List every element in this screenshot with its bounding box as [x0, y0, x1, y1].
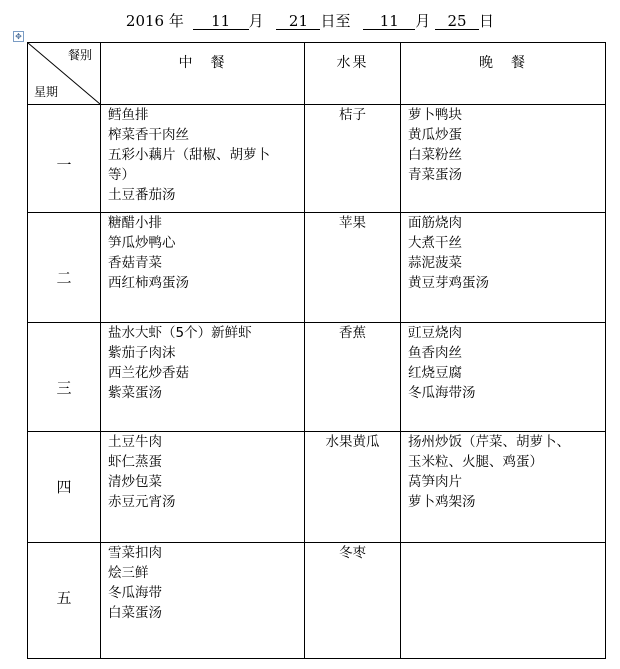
fruit-cell: [305, 105, 401, 213]
table-row: [28, 213, 606, 323]
fruit-name: 水果黄瓜: [325, 434, 380, 450]
lunch-dish: 西红柿鸡蛋汤: [108, 275, 189, 291]
end-month: 11: [363, 13, 415, 30]
dinner-dish: 红烧豆腐: [408, 365, 462, 381]
to-text: 日至: [320, 12, 351, 30]
lunch-dish: 糖醋小排: [108, 215, 162, 231]
dinner-cell: [401, 323, 606, 432]
menu-title: [0, 10, 620, 31]
dinner-dish: 萝卜鸡架汤: [408, 494, 476, 510]
dinner-cell: [401, 432, 606, 543]
dinner-header: 晚 餐: [479, 55, 527, 71]
weekday-label: 四: [56, 478, 72, 496]
lunch-dish: 鳕鱼排: [108, 107, 149, 123]
lunch-dish: 赤豆元宵汤: [108, 494, 176, 510]
dinner-dish: 莴笋肉片: [408, 474, 462, 490]
dinner-dish: 大煮干丝: [408, 235, 462, 251]
weekday-cell: [28, 543, 101, 659]
weekday-label: 五: [56, 589, 72, 607]
table-row: [28, 105, 606, 213]
table-row: [28, 323, 606, 432]
lunch-dish: 白菜蛋汤: [108, 605, 162, 621]
fruit-cell: [305, 543, 401, 659]
dinner-dish: 白菜粉丝: [408, 147, 462, 163]
fruit-cell: [305, 213, 401, 323]
corner-header: [28, 43, 101, 105]
weekday-label: 三: [56, 379, 72, 397]
fruit-cell: [305, 432, 401, 543]
lunch-cell: [101, 432, 305, 543]
lunch-header: 中 餐: [178, 55, 227, 71]
weekly-menu-table: [27, 42, 606, 659]
lunch-dish: 紫茄子肉沫: [108, 345, 176, 361]
lunch-dish: 烩三鲜: [108, 565, 149, 581]
lunch-dish: 土豆牛肉: [108, 434, 162, 450]
lunch-dish: 紫菜蛋汤: [108, 385, 162, 401]
lunch-cell: [101, 323, 305, 432]
lunch-dish: 香菇青菜: [108, 255, 162, 271]
lunch-dish: 榨菜香干肉丝: [108, 127, 189, 143]
lunch-cell: [101, 105, 305, 213]
lunch-dish: 雪菜扣肉: [108, 545, 162, 561]
fruit-name: 香蕉: [339, 325, 366, 341]
lunch-dish: 西兰花炒香菇: [108, 365, 189, 381]
month-char-2: 月: [415, 12, 431, 30]
table-row: [28, 432, 606, 543]
table-row: [28, 543, 606, 659]
dinner-cell: [401, 543, 606, 659]
end-day: 25: [435, 13, 479, 30]
dinner-dish: 蒜泥菠菜: [408, 255, 462, 271]
header-row: [28, 43, 606, 105]
fruit-name: 苹果: [339, 215, 366, 231]
dinner-dish: 豇豆烧肉: [408, 325, 462, 341]
fruit-name: 冬枣: [339, 545, 366, 561]
month-char-1: 月: [248, 12, 264, 30]
dinner-cell: [401, 105, 606, 213]
lunch-dish: 土豆番茄汤: [108, 187, 176, 203]
weekday-cell: [28, 213, 101, 323]
weekday-label: 一: [56, 156, 72, 174]
lunch-dish: 清炒包菜: [108, 474, 162, 490]
fruit-header: 水果: [336, 55, 369, 71]
dinner-dish: 面筋烧肉: [408, 215, 462, 231]
lunch-dish: 盐水大虾（5个）新鲜虾: [108, 325, 252, 341]
fruit-header-cell: [305, 43, 401, 105]
dinner-dish: 冬瓜海带汤: [408, 385, 476, 401]
dinner-dish: 黄豆芽鸡蛋汤: [408, 275, 489, 291]
dinner-dish: 鱼香肉丝: [408, 345, 462, 361]
dinner-dish: 玉米粒、火腿、鸡蛋）: [408, 454, 543, 470]
table-move-handle-icon[interactable]: ✥: [13, 31, 24, 42]
lunch-dish: 五彩小藕片（甜椒、胡萝卜: [108, 147, 270, 163]
start-day: 21: [276, 13, 320, 30]
dinner-dish: 扬州炒饭（芹菜、胡萝卜、: [408, 434, 570, 450]
day-char: 日: [479, 12, 495, 30]
fruit-cell: [305, 323, 401, 432]
weekday-cell: [28, 323, 101, 432]
lunch-dish: 冬瓜海带: [108, 585, 162, 601]
dinner-dish: 萝卜鸭块: [408, 107, 462, 123]
lunch-dish: 笋瓜炒鸭心: [108, 235, 176, 251]
weekday-cell: [28, 105, 101, 213]
lunch-cell: [101, 213, 305, 323]
dinner-dish: 青菜蛋汤: [408, 167, 462, 183]
weekday-cell: [28, 432, 101, 543]
start-month: 11: [193, 13, 249, 30]
lunch-cell: [101, 543, 305, 659]
lunch-dish: 等）: [108, 167, 135, 183]
lunch-dish: 虾仁蒸蛋: [108, 454, 162, 470]
dinner-dish: 黄瓜炒蛋: [408, 127, 462, 143]
lunch-header-cell: [101, 43, 305, 105]
dinner-header-cell: [401, 43, 606, 105]
year-text: 2016 年: [125, 12, 184, 30]
dinner-cell: [401, 213, 606, 323]
fruit-name: 桔子: [339, 107, 366, 123]
corner-top-label: 餐别: [67, 48, 92, 62]
weekday-label: 二: [56, 269, 72, 287]
corner-bottom-label: 星期: [34, 85, 59, 99]
